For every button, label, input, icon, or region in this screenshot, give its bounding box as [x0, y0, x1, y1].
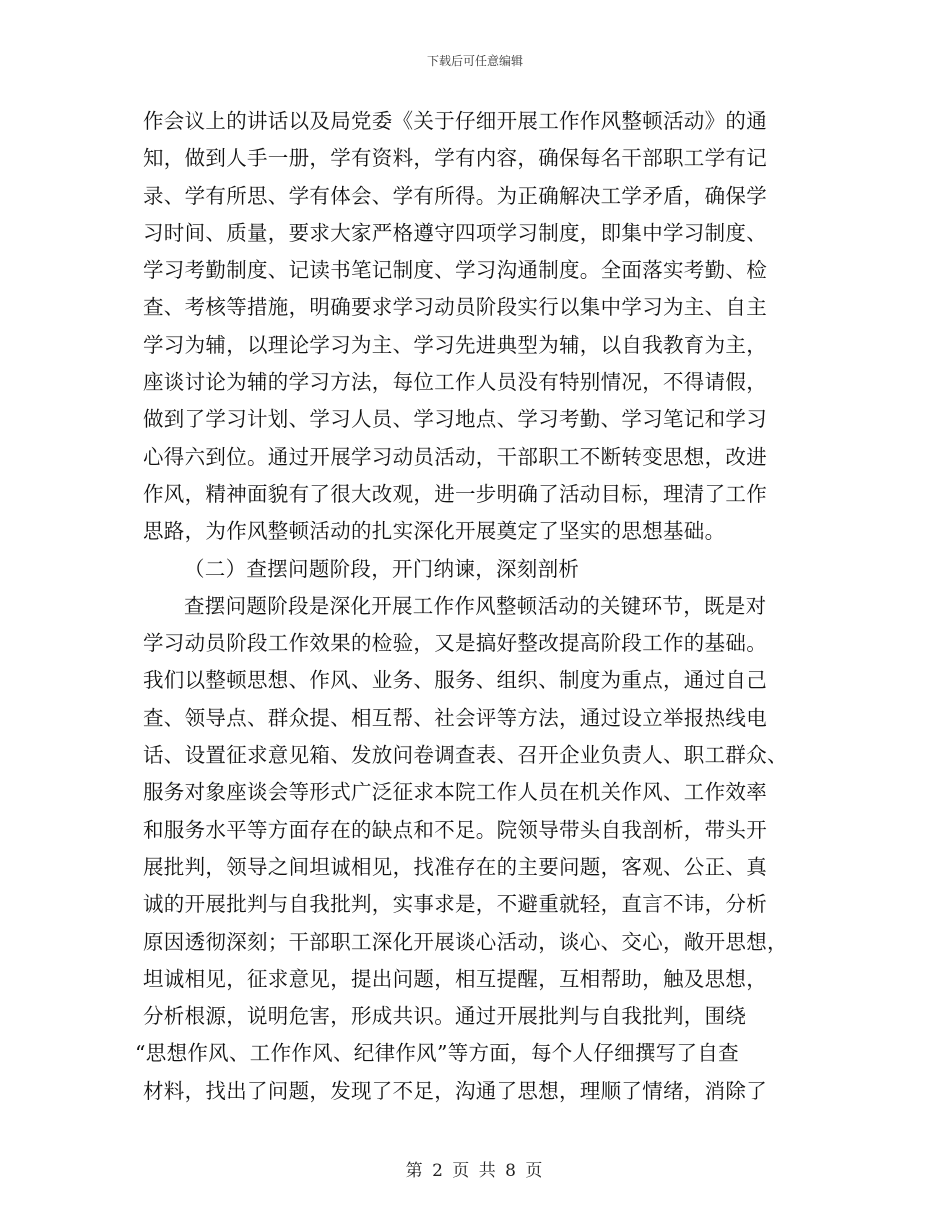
text-line: 做到了学习计划、学习人员、学习地点、学习考勤、学习笔记和学习 [143, 407, 767, 432]
text-line: 查、领导点、群众提、相互帮、社会评等方法，通过设立举报热线电 [143, 705, 767, 730]
text-line: 和服务水平等方面存在的缺点和不足。院领导带头自我剖析，带头开 [143, 817, 767, 842]
text-line: 查、考核等措施，明确要求学习动员阶段实行以集中学习为主、自主 [143, 295, 767, 320]
text-line: 话、设置征求意见箱、发放问卷调查表、召开企业负责人、职工群众、 [143, 743, 788, 768]
section-heading: （二）查摆问题阶段，开门纳谏，深刻剖析 [184, 556, 580, 581]
text-line: 诚的开展批判与自我批判，实事求是，不避重就轻，直言不讳，分析 [143, 892, 767, 917]
text-line: 知，做到人手一册，学有资料，学有内容，确保每名干部职工学有记 [143, 146, 767, 171]
text-line: 学习为辅，以理论学习为主、学习先进典型为辅，以自我教育为主， [143, 332, 767, 357]
text-line: 心得六到位。通过开展学习动员活动，干部职工不断转变思想，改进 [143, 444, 767, 469]
text-line: 坦诚相见，征求意见，提出问题，相互提醒，互相帮助，触及思想， [143, 966, 767, 991]
page-header: 下载后可任意编辑 [426, 54, 523, 68]
text-line: 座谈讨论为辅的学习方法，每位工作人员没有特别情况，不得请假， [143, 370, 767, 395]
text-line: 材料，找出了问题，发现了不足，沟通了思想，理顺了情绪，消除了 [143, 1078, 767, 1103]
text-line: 分析根源，说明危害，形成共识。通过开展批判与自我批判，围绕 [143, 1004, 747, 1029]
text-line: 我们以整顿思想、作风、业务、服务、组织、制度为重点，通过自己 [143, 668, 767, 693]
text-line: 学习动员阶段工作效果的检验，又是搞好整改提高阶段工作的基础。 [143, 631, 767, 656]
document-body [135, 103, 823, 1110]
text-line: 服务对象座谈会等形式广泛征求本院工作人员在机关作风、工作效率 [143, 780, 767, 805]
text-line: 作会议上的讲话以及局党委《关于仔细开展工作作风整顿活动》的通 [143, 109, 767, 133]
text-line: “思想作风、工作作风、纪律作风”等方面，每个人仔细撰写了自查 [135, 1041, 739, 1066]
text-line: 学习考勤制度、记读书笔记制度、学习沟通制度。全面落实考勤、检 [143, 258, 767, 283]
text-line: 录、学有所思、学有体会、学有所得。为正确解决工学矛盾，确保学 [143, 183, 767, 208]
paragraph-first-line: 查摆问题阶段是深化开展工作作风整顿活动的关键环节，既是对 [184, 593, 767, 618]
text-line: 习时间、质量，要求大家严格遵守四项学习制度，即集中学习制度、 [143, 220, 767, 245]
text-line: 思路，为作风整顿活动的扎实深化开展奠定了坚实的思想基础。 [143, 519, 726, 544]
text-line: 作风，精神面貌有了很大改观，进一步明确了活动目标，理清了工作 [143, 481, 767, 506]
page-number: 第 2 页 共 8 页 [405, 1161, 545, 1181]
text-line: 原因透彻深刻；干部职工深化开展谈心活动，谈心、交心，敞开思想， [143, 929, 788, 954]
text-line: 展批判，领导之间坦诚相见，找准存在的主要问题，客观、公正、真 [143, 854, 767, 879]
